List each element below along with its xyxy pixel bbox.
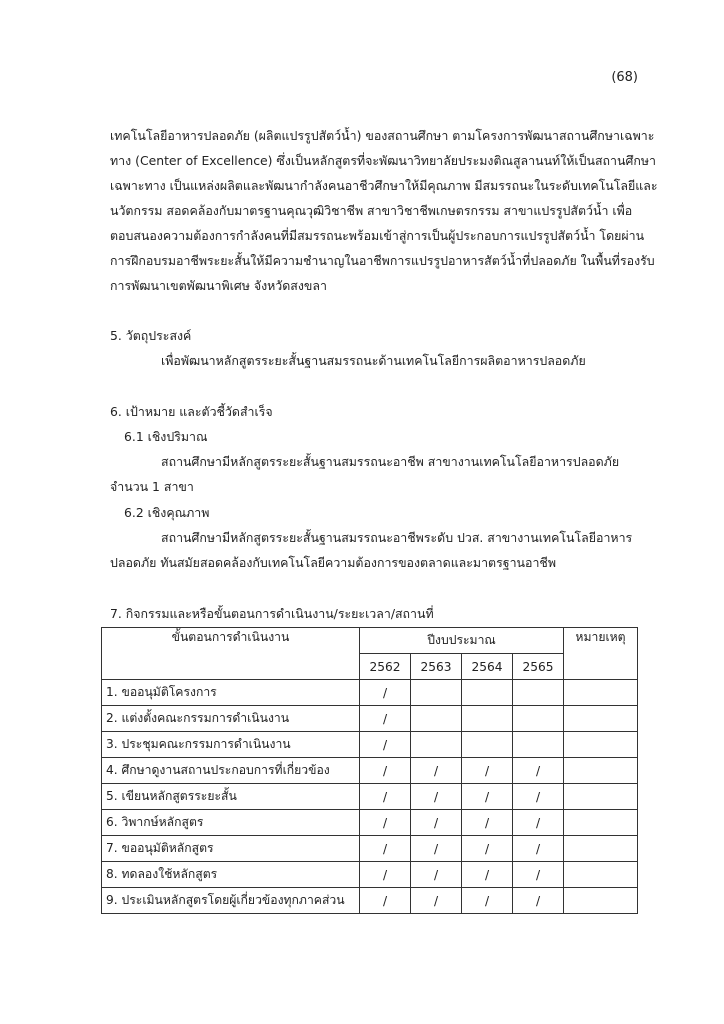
step-cell: 1. ขออนุมัติโครงการ <box>102 680 360 706</box>
section-7-heading: 7. กิจกรรมและหรือขั้นตอนการดำเนินงาน/ระยะเวลา/สถานที่ <box>110 606 434 621</box>
step-cell: 6. วิพากษ์หลักสูตร <box>102 810 360 836</box>
section-6-1-text: สถานศึกษามีหลักสูตรระยะสั้นฐานสมรรถนะอาชีพ สาขางานเทคโนโลยีอาหารปลอดภัย <box>161 454 620 469</box>
year-mark-cell <box>513 680 564 706</box>
step-cell: 5. เขียนหลักสูตรระยะสั้น <box>102 784 360 810</box>
year-mark-cell: / <box>513 810 564 836</box>
paragraph-line: เฉพาะทาง เป็นแหล่งผลิตและพัฒนากำลังคนอาชีวศึกษาให้มีคุณภาพ มีสมรรถนะในระดับเทคโนโลยีและ <box>110 178 658 193</box>
table-row <box>102 680 638 706</box>
year-mark-cell: / <box>411 810 462 836</box>
year-mark-cell: / <box>411 836 462 862</box>
remark-cell <box>564 732 638 758</box>
step-cell: 2. แต่งตั้งคณะกรรมการดำเนินงาน <box>102 706 360 732</box>
year-mark-cell: / <box>513 758 564 784</box>
year-mark-cell: / <box>411 888 462 914</box>
year-mark-cell <box>411 706 462 732</box>
year-mark-cell <box>513 706 564 732</box>
year-mark-cell <box>462 680 513 706</box>
section-6-1-heading: 6.1 เชิงปริมาณ <box>124 429 208 444</box>
remark-cell <box>564 810 638 836</box>
table-row <box>102 706 638 732</box>
remark-cell <box>564 706 638 732</box>
schedule-table <box>101 627 638 914</box>
table-row <box>102 758 638 784</box>
section-5-text: เพื่อพัฒนาหลักสูตรระยะสั้นฐานสมรรถนะด้านเทคโนโลยีการผลิตอาหารปลอดภัย <box>161 353 586 368</box>
year-mark-cell: / <box>360 888 411 914</box>
year-header: 2563 <box>411 654 462 680</box>
year-mark-cell: / <box>360 862 411 888</box>
section-6-2-heading: 6.2 เชิงคุณภาพ <box>124 505 210 520</box>
section-6-2-text: สถานศึกษามีหลักสูตรระยะสั้นฐานสมรรถนะอาชีพระดับ ปวส. สาขางานเทคโนโลยีอาหาร <box>161 530 633 545</box>
year-mark-cell: / <box>360 758 411 784</box>
year-mark-cell: / <box>360 680 411 706</box>
table-row <box>102 888 638 914</box>
year-mark-cell <box>462 706 513 732</box>
table-header-row <box>102 628 638 654</box>
year-mark-cell <box>411 732 462 758</box>
section-6-2-text-cont: ปลอดภัย ทันสมัยสอดคล้องกับเทคโนโลยีความต้องการของตลาดและมาตรฐานอาชีพ <box>110 555 556 570</box>
table-row <box>102 836 638 862</box>
table-row <box>102 732 638 758</box>
paragraph-line: เทคโนโลยีอาหารปลอดภัย (ผลิตแปรรูปสัตว์น้ำ) ของสถานศึกษา ตามโครงการพัฒนาสถานศึกษาเฉพาะ <box>110 128 655 143</box>
remark-cell <box>564 758 638 784</box>
paragraph-line: ตอบสนองความต้องการกำลังคนที่มีสมรรถนะพร้อมเข้าสู่การเป็นผู้ประกอบการแปรรูปสัตว์น้ำ โดยผ่าน <box>110 228 645 243</box>
year-mark-cell: / <box>360 810 411 836</box>
year-mark-cell: / <box>513 888 564 914</box>
table-row <box>102 810 638 836</box>
step-cell: 7. ขออนุมัติหลักสูตร <box>102 836 360 862</box>
year-header: 2562 <box>360 654 411 680</box>
year-mark-cell <box>411 680 462 706</box>
remark-cell <box>564 888 638 914</box>
step-cell: 8. ทดลองใช้หลักสูตร <box>102 862 360 888</box>
remark-cell <box>564 680 638 706</box>
year-mark-cell: / <box>411 784 462 810</box>
year-mark-cell: / <box>462 836 513 862</box>
year-mark-cell: / <box>360 836 411 862</box>
paragraph-line: การฝึกอบรมอาชีพระยะสั้นให้มีความชำนาญในอาชีพการแปรรูปอาหารสัตว์น้ำที่ปลอดภัย ในพื้นที่รองรับ <box>110 253 655 268</box>
year-header: 2564 <box>462 654 513 680</box>
year-mark-cell: / <box>462 810 513 836</box>
remark-cell <box>564 836 638 862</box>
page-number: (68) <box>611 70 638 85</box>
paragraph-line: ทาง (Center of Excellence) ซึ่งเป็นหลักสูตรที่จะพัฒนาวิทยาลัยประมงติณสูลานนท์ให้เป็นสถานศึกษา <box>110 153 656 168</box>
year-mark-cell <box>462 732 513 758</box>
year-mark-cell: / <box>360 706 411 732</box>
remark-cell <box>564 784 638 810</box>
year-mark-cell: / <box>411 862 462 888</box>
table-row <box>102 784 638 810</box>
year-mark-cell: / <box>513 862 564 888</box>
section-5-heading: 5. วัตถุประสงค์ <box>110 328 192 343</box>
year-header: 2565 <box>513 654 564 680</box>
year-mark-cell: / <box>513 784 564 810</box>
year-mark-cell: / <box>360 784 411 810</box>
year-mark-cell: / <box>462 888 513 914</box>
col-header-budget-year: ปีงบประมาณ <box>360 628 564 654</box>
year-mark-cell: / <box>462 758 513 784</box>
year-mark-cell: / <box>513 836 564 862</box>
section-6-heading: 6. เป้าหมาย และตัวชี้วัดสำเร็จ <box>110 404 273 419</box>
year-mark-cell: / <box>360 732 411 758</box>
year-mark-cell: / <box>411 758 462 784</box>
paragraph-line: นวัตกรรม สอดคล้องกับมาตรฐานคุณวุฒิวิชาชีพ สาขาวิชาชีพเกษตรกรรม สาขาแปรรูปสัตว์น้ำ เพื่อ <box>110 203 633 218</box>
step-cell: 4. ศึกษาดูงานสถานประกอบการที่เกี่ยวข้อง <box>102 758 360 784</box>
table-row <box>102 862 638 888</box>
table-body <box>102 680 638 914</box>
step-cell: 3. ประชุมคณะกรรมการดำเนินงาน <box>102 732 360 758</box>
year-mark-cell: / <box>462 784 513 810</box>
paragraph-line: การพัฒนาเขตพัฒนาพิเศษ จังหวัดสงขลา <box>110 278 327 293</box>
col-header-steps: ขั้นตอนการดำเนินงาน <box>102 628 360 680</box>
col-header-remark: หมายเหตุ <box>564 628 638 680</box>
year-mark-cell <box>513 732 564 758</box>
section-6-1-text-cont: จำนวน 1 สาขา <box>110 479 194 494</box>
year-mark-cell: / <box>462 862 513 888</box>
step-cell: 9. ประเมินหลักสูตรโดยผู้เกี่ยวข้องทุกภาคส่วน <box>102 888 360 914</box>
remark-cell <box>564 862 638 888</box>
